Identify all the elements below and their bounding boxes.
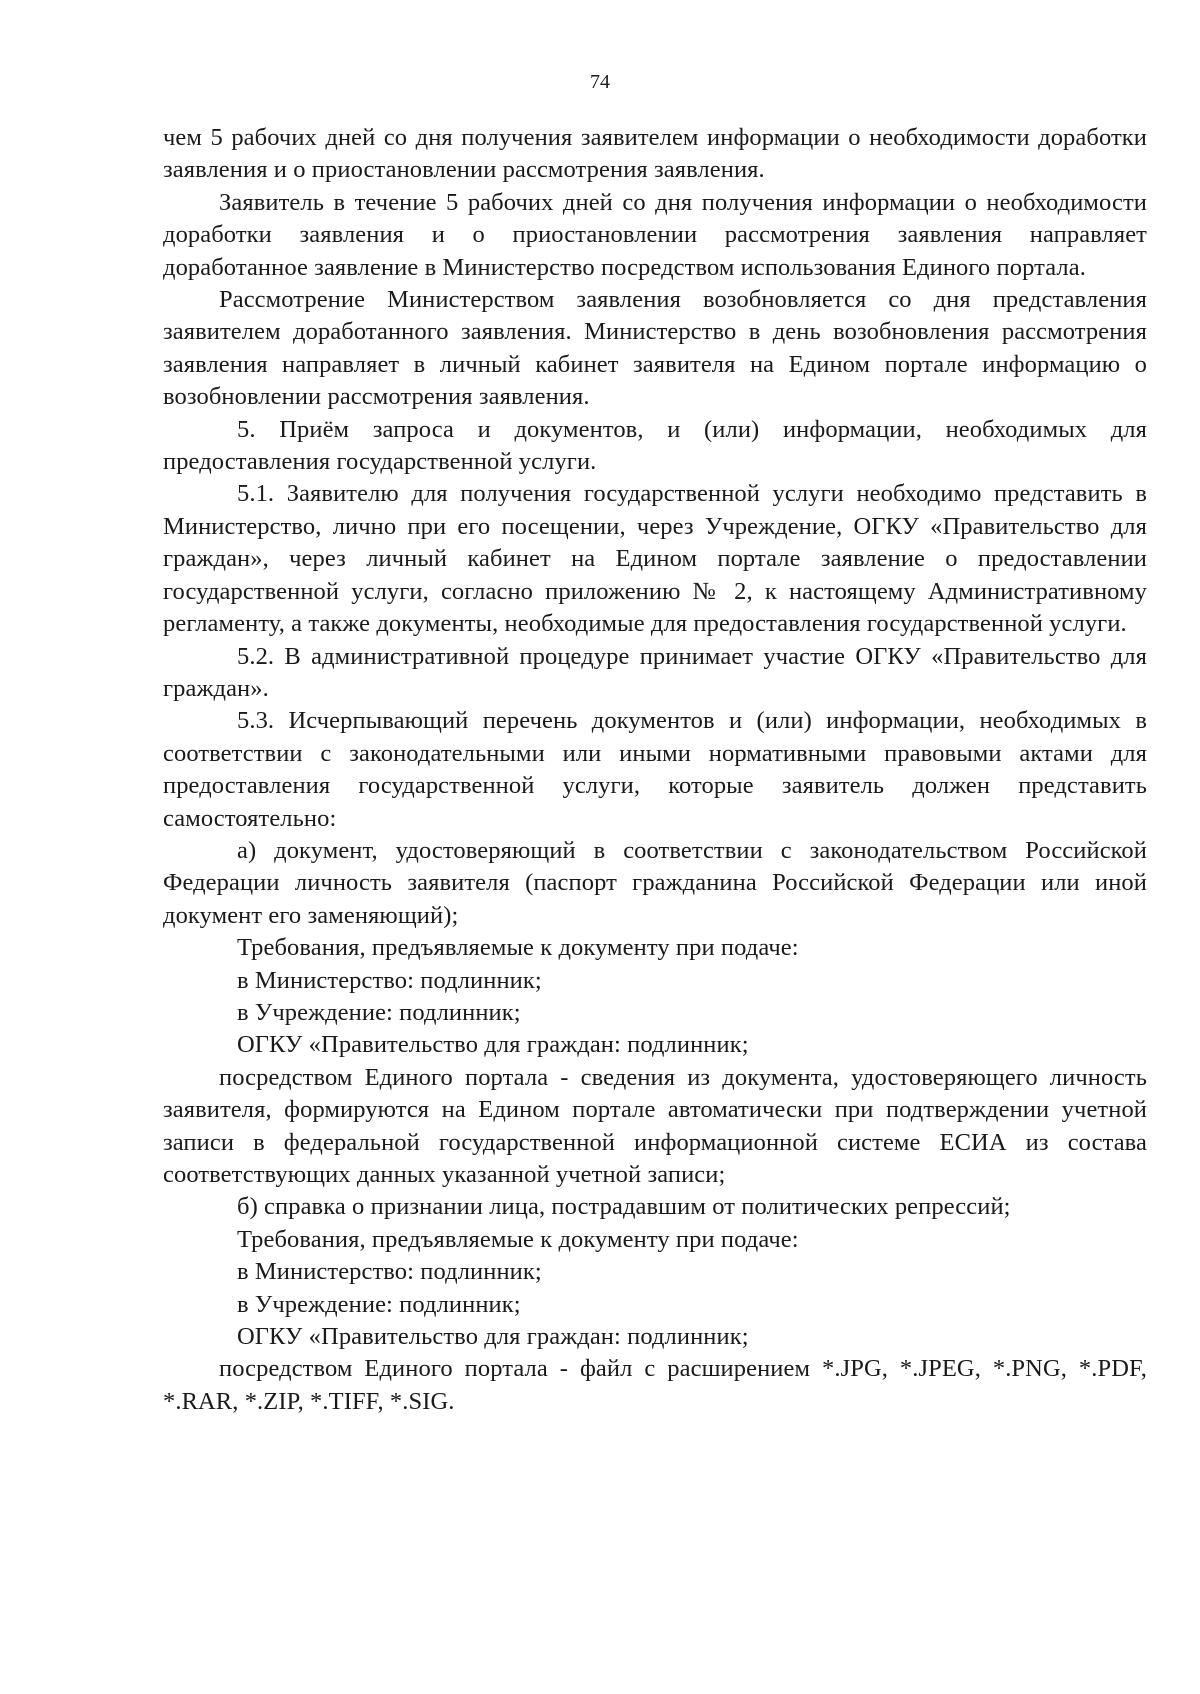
item-a-institution: в Учреждение: подлинник;: [237, 998, 521, 1026]
item-b-repression-certificate: б) справка о признании лица, пострадавшим от политических репрессий;: [237, 1193, 1011, 1221]
item-b-ministry: в Министерство: подлинник;: [237, 1258, 542, 1286]
section-5-heading: 5. Приём запроса и документов, и (или) информации, необходимых для предоставления государственной услуги.: [163, 415, 1147, 476]
document-body: [163, 122, 1147, 1418]
paragraph-resumption: Рассмотрение Министерством заявления возобновляется со дня представления заявителем доработанного заявления. Министерство в день возобновления рассмотрения заявления направляет в личный кабинет заявителя на Едином портале информацию о возобновлении рассмотрения заявления.: [163, 286, 1147, 411]
item-b-portal-file-formats: посредством Единого портала - файл с расширением *.JPG, *.JPEG, *.PNG, *.PDF, *.RAR, *.ZIP, *.TIFF, *.SIG.: [163, 1355, 1147, 1415]
item-b-institution: в Учреждение: подлинник;: [237, 1290, 521, 1318]
page-number: 74: [590, 71, 610, 93]
item-a-requirements: Требования, предъявляемые к документу при подаче:: [237, 934, 799, 962]
item-a-identity-document: а) документ, удостоверяющий в соответствии с законодательством Российской Федерации личность заявителя (паспорт гражданина Российской Федерации или иной документ его заменяющий);: [163, 836, 1147, 929]
paragraph-resubmission: Заявитель в течение 5 рабочих дней со дня получения информации о необходимости доработки заявления и о приостановлении рассмотрения заявления направляет доработанное заявление в Министерство посредством использования Единого портала.: [163, 188, 1147, 281]
item-a-portal: посредством Единого портала - сведения из документа, удостоверяющего личность заявителя, формируются на Едином портале автоматически при подтверждении учетной записи в федеральной государственной информационной системе ЕСИА из состава соответствующих данных указанной учетной записи;: [163, 1063, 1147, 1188]
section-5-2: 5.2. В административной процедуре принимает участие ОГКУ «Правительство для граждан».: [163, 642, 1147, 702]
section-5-1: 5.1. Заявителю для получения государственной услуги необходимо представить в Министерство, лично при его посещении, через Учреждение, ОГКУ «Правительство для граждан», через личный кабинет на Едином портале заявление о предоставлении государственной услуги, согласно приложению № 2, к настоящему Административному регламенту, а также документы, необходимые для предоставления государственной услуги.: [163, 480, 1147, 638]
paragraph-continuation: чем 5 рабочих дней со дня получения заявителем информации о необходимости доработки заявления и о приостановлении рассмотрения заявления.: [163, 124, 1147, 184]
section-5-3: 5.3. Исчерпывающий перечень документов и (или) информации, необходимых в соответствии с законодательными или иными нормативными правовыми актами для предоставления государственной услуги, которые заявитель должен представить самостоятельно:: [163, 707, 1147, 832]
item-a-ogku: ОГКУ «Правительство для граждан: подлинник;: [237, 1031, 749, 1059]
item-b-requirements: Требования, предъявляемые к документу при подаче:: [237, 1225, 799, 1253]
item-a-ministry: в Министерство: подлинник;: [237, 966, 542, 994]
item-b-ogku: ОГКУ «Правительство для граждан: подлинник;: [237, 1323, 749, 1351]
